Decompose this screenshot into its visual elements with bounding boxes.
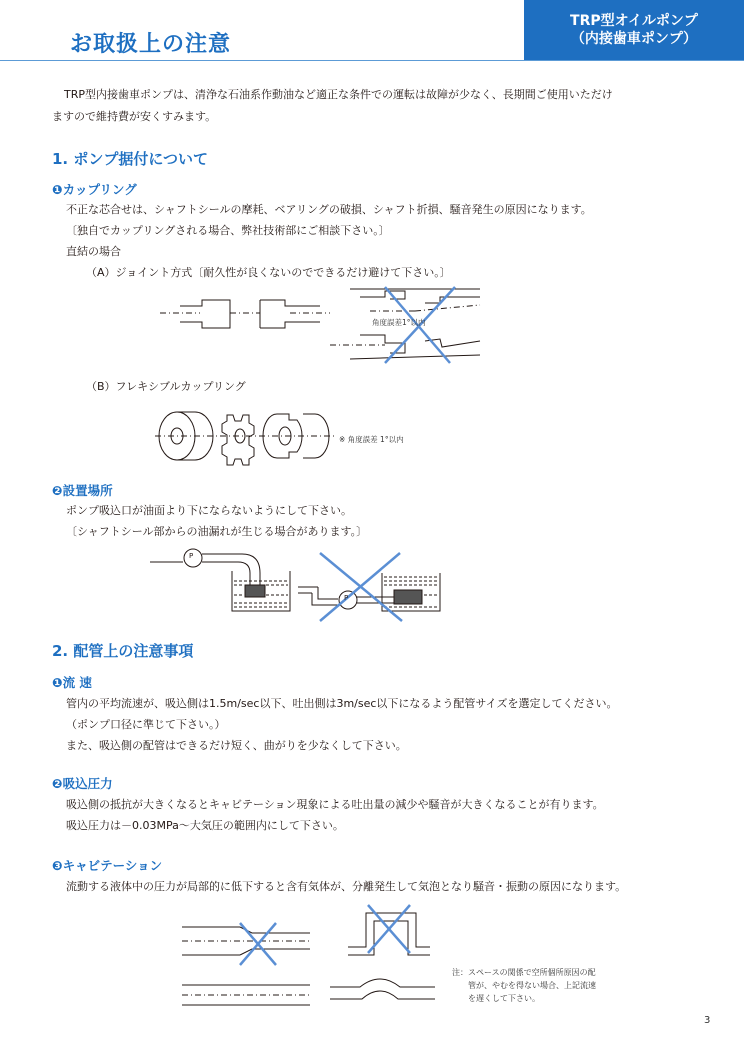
pump-label-right: P: [344, 594, 349, 602]
coupling-heading: ❶カップリング: [52, 182, 137, 197]
coupling-line2: 〔独自でカップリングされる場合、弊社技術部にご相談下さい。〕: [66, 224, 390, 237]
suction-line2: 吸込圧力は－0.03MPa～大気圧の範囲内にして下さい。: [66, 819, 344, 832]
page-title: お取扱上の注意: [70, 32, 232, 57]
flow-line2: （ポンプ口径に準じて下さい。）: [66, 718, 226, 731]
joint-aligned-diagram: [160, 298, 330, 338]
flex-coupling-b: （B）フレキシブルカップリング: [86, 380, 246, 393]
flow-heading: ❶流 速: [52, 675, 92, 690]
suction-heading: ❷吸込圧力: [52, 776, 113, 791]
location-text: [66, 500, 367, 542]
cavitation-line1: 流動する液体中の圧力が局部的に低下すると含有気体が、分離発生して気泡となり騒音・振動の原因になります。: [66, 880, 627, 893]
installation-diagram: [150, 545, 450, 617]
cavitation-note: [452, 966, 642, 1005]
product-label-line1: TRP型オイルポンプ: [570, 13, 698, 29]
piping-diagram: [180, 905, 440, 1010]
flow-text: [66, 693, 618, 756]
pump-label-left: P: [189, 552, 194, 560]
header-rule: [0, 60, 744, 61]
section1-heading: 1. ポンプ据付について: [52, 150, 209, 168]
intro-line2: ますので維持費が安くすみます。: [52, 110, 217, 123]
product-label: [524, 0, 744, 60]
location-line1: ポンプ吸込口が油面より下にならないようにして下さい。: [66, 504, 352, 517]
page-number: 3: [704, 1015, 711, 1026]
product-label-line2: （内接歯車ポンプ）: [570, 31, 698, 47]
suction-text: [66, 794, 604, 836]
note-line2: 管が、やむを得ない場合、上記流速: [452, 981, 596, 990]
coupling-line3: 直結の場合: [66, 245, 121, 258]
note-line1: 注：スペースの関係で空所個所原因の配: [452, 968, 596, 977]
section2-heading: 2. 配管上の注意事項: [52, 642, 194, 660]
intro-line1: TRP型内接歯車ポンプは、清浄な石油系作動油など適正な条件での運転は故障が少なく、長期間ご使用いただけ: [64, 88, 613, 101]
note-line3: を遅くして下さい。: [452, 994, 540, 1003]
angle-error-label-b: ※ 角度誤差 1°以内: [339, 435, 404, 444]
coupling-text: [66, 199, 592, 262]
location-heading: ❷設置場所: [52, 483, 113, 498]
cavitation-heading: ❸キャビテーション: [52, 858, 163, 873]
flexible-coupling-diagram: [155, 405, 335, 467]
location-line2: 〔シャフトシール部からの油漏れが生じる場合があります。〕: [66, 525, 368, 538]
coupling-line1: 不正な芯合せは、シャフトシールの摩耗、ベアリングの破損、シャフト折損、騒音発生の原因になります。: [66, 203, 592, 216]
joint-type-a: （A）ジョイント方式〔耐久性が良くないのでできるだけ避けて下さい。〕: [86, 266, 451, 279]
intro-paragraph: [52, 84, 702, 128]
suction-line1: 吸込側の抵抗が大きくなるとキャビテーション現象による吐出量の減少や騒音が大きくなることが有ります。: [66, 798, 604, 811]
angle-error-label-a: 角度誤差1°以内: [372, 318, 426, 327]
flow-line3: また、吸込側の配管はできるだけ短く、曲がりを少なくして下さい。: [66, 739, 407, 752]
flow-line1: 管内の平均流速が、吸込側は1.5m/sec以下、吐出側は3m/sec以下になるよう配管サイズを選定してください。: [66, 697, 618, 710]
